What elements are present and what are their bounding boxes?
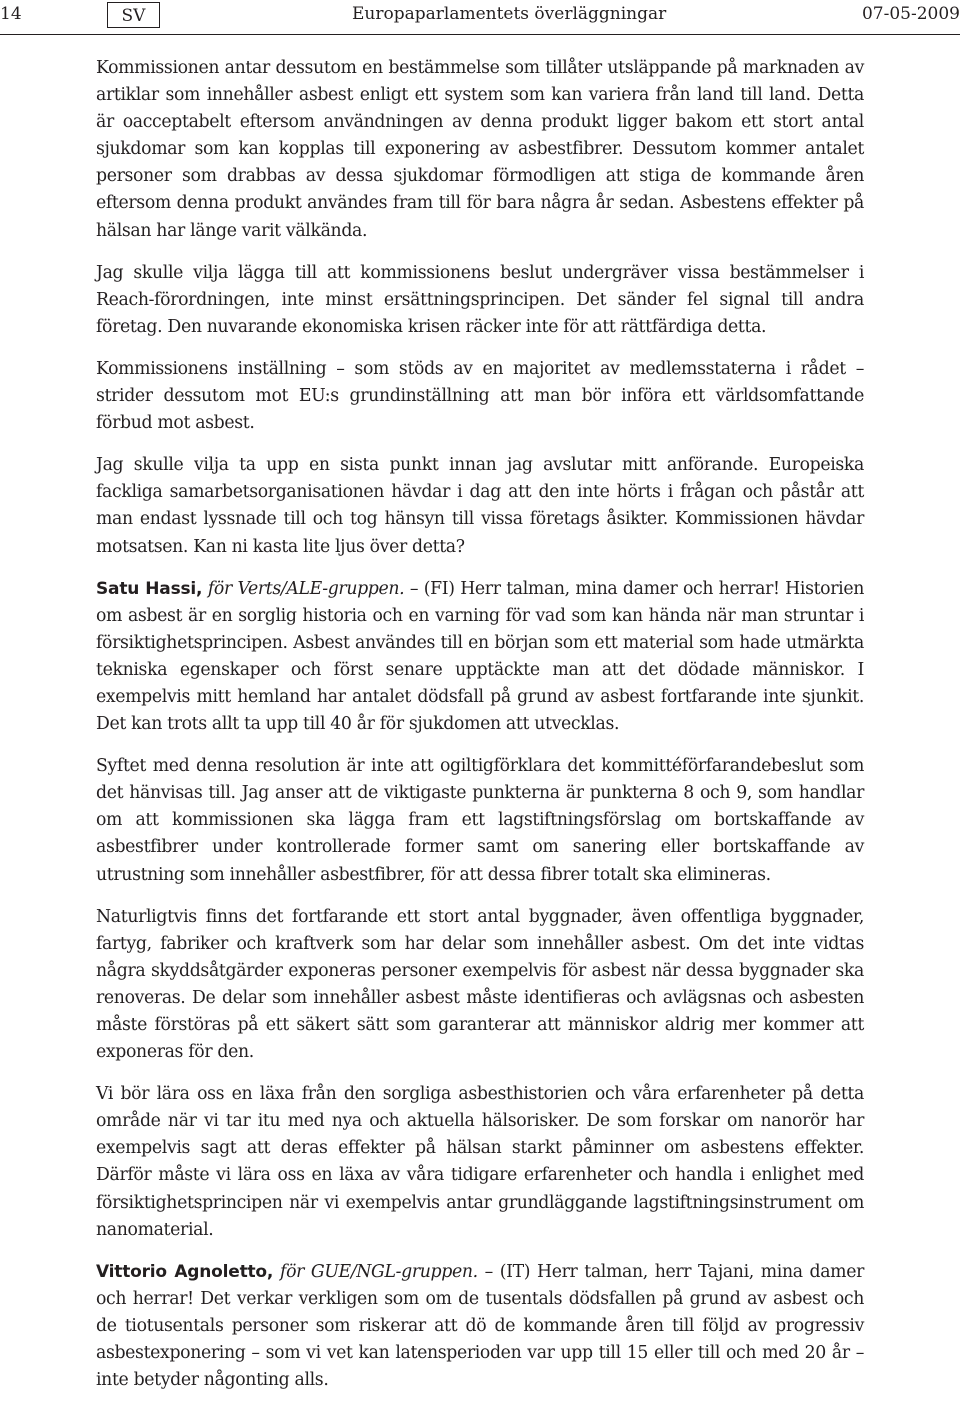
paragraph-4 [96, 452, 864, 560]
paragraph-8 [96, 1081, 864, 1244]
paragraph-7 [96, 904, 864, 1067]
paragraph-1 [96, 55, 864, 245]
speaker-name: Satu Hassi, [96, 578, 203, 599]
paragraph-text: – (IT) Herr talman, herr Tajani, mina damer och herrar! Det verkar verkligen som om de tusentals dödsfallen på grund av asbest och de tiotusentals personer som riskerar att dö de kommande åren till följd av progressiv asbestexponering – som vi vet kan latensperioden var upp till 15 eller till och med 20 år – inte betyder någonting alls. [96, 1261, 865, 1391]
paragraph-3 [96, 356, 864, 437]
paragraph-text: Naturligtvis finns det fortfarande ett stort antal byggnader, även offentliga byggnader, fartyg, fabriker och kraftverk som har delar som innehåller asbest. Om det inte vidtas några skyddsåtgärder exponeras personer exempelvis för asbest när dessa byggnader ska renoveras. De delar som innehåller asbest måste identifieras och avlägsnas och asbesten måste förstöras på ett säkert sätt som garanterar att människor aldrig mer kommer att exponeras för den. [96, 906, 864, 1063]
paragraph-text: Jag skulle vilja ta upp en sista punkt innan jag avslutar mitt anförande. Europeiska fackliga samarbetsorganisationen hävdar i dag att den inte hörts i frågan och påstår att man endast lyssnade till och tog hänsyn till vissa företags åsikter. Kommissionen hävdar motsatsen. Kan ni kasta lite ljus över detta? [96, 455, 864, 557]
paragraph-text: Vi bör lära oss en läxa från den sorgliga asbesthistorien och våra erfarenheter på detta område när vi tar itu med nya och aktuella hälsorisker. De som forskar om nanorör har exempelvis sagt att deras effekter på hälsan starkt påminner om asbestens effekter. Därför måste vi lära oss en läxa av våra tidigare erfarenheter och handla i enlighet med försiktighetsprincipen när vi exempelvis antar grundläggande lagstiftningsinstrument om nanomaterial. [96, 1084, 864, 1240]
page-number: 14 [0, 4, 22, 24]
speaker-name: Vittorio Agnoletto, [96, 1261, 274, 1282]
speech-vittorio-agnoletto [96, 1259, 864, 1394]
paragraph-2 [96, 260, 864, 341]
document-title: Europaparlamentets överläggningar [352, 4, 667, 24]
page-header [0, 0, 960, 35]
political-group: för GUE/NGL-gruppen. [280, 1261, 478, 1282]
paragraph-text: Kommissionens inställning – som stöds av en majoritet av medlemsstaterna i rådet – strider dessutom mot EU:s grundinställning att man bör införa ett världsomfattande förbud mot asbest. [96, 358, 864, 434]
language-badge: SV [107, 2, 160, 28]
paragraph-text: – (FI) Herr talman, mina damer och herrar! Historien om asbest är en sorglig historia och en varning för vad som kan hända när man struntar i försiktighetsprincipen. Asbest användes till en början som ett material som hade utmärkta tekniska egenskaper och först senare upptäckte man att det dödade människor. I exempelvis mitt hemland har antalet dödsfall på grund av asbest fortfarande inte sjunkit. Det kan trots allt ta upp till 40 år för sjukdomen att utvecklas. [96, 578, 864, 735]
political-group: för Verts/ALE-gruppen. [207, 578, 405, 599]
paragraph-text: Jag skulle vilja lägga till att kommissionens beslut undergräver vissa bestämmelser i Reach-förordningen, inte minst ersättningsprincipen. Det sänder fel signal till andra företag. Den nuvarande ekonomiska krisen räcker inte för att rättfärdiga detta. [96, 262, 864, 337]
document-date: 07-05-2009 [861, 4, 960, 24]
debate-body [96, 55, 864, 1409]
paragraph-6 [96, 753, 864, 888]
paragraph-text: Syftet med denna resolution är inte att ogiltigförklara det kommittéförfarandebeslut som det hänvisas till. Jag anser att de viktigaste punkterna är punkterna 8 och 9, som handlar om att kommissionen ska lägga fram ett lagstiftningsförslag om bortskaffande av asbestfibrer under kontrollerade former samt om sanering eller bortskaffande av utrustning som innehåller asbestfibrer, för att dessa fibrer totalt ska elimineras. [96, 756, 864, 885]
speech-satu-hassi [96, 576, 864, 739]
paragraph-text: Kommissionen antar dessutom en bestämmelse som tillåter utsläppande på marknaden av artiklar som innehåller asbest enligt ett system som kan variera från land till land. Detta är oacceptabelt eftersom användningen av denna produkt ligger bakom ett stort antal sjukdomar som kan kopplas till exponering av asbestfibrer. Dessutom kommer antalet personer som drabbas av dessa sjukdomar förmodligen att stiga de kommande åren eftersom denna produkt användes fram till för bara några år sedan. Asbestens effekter på hälsan har länge varit välkända. [96, 58, 864, 241]
